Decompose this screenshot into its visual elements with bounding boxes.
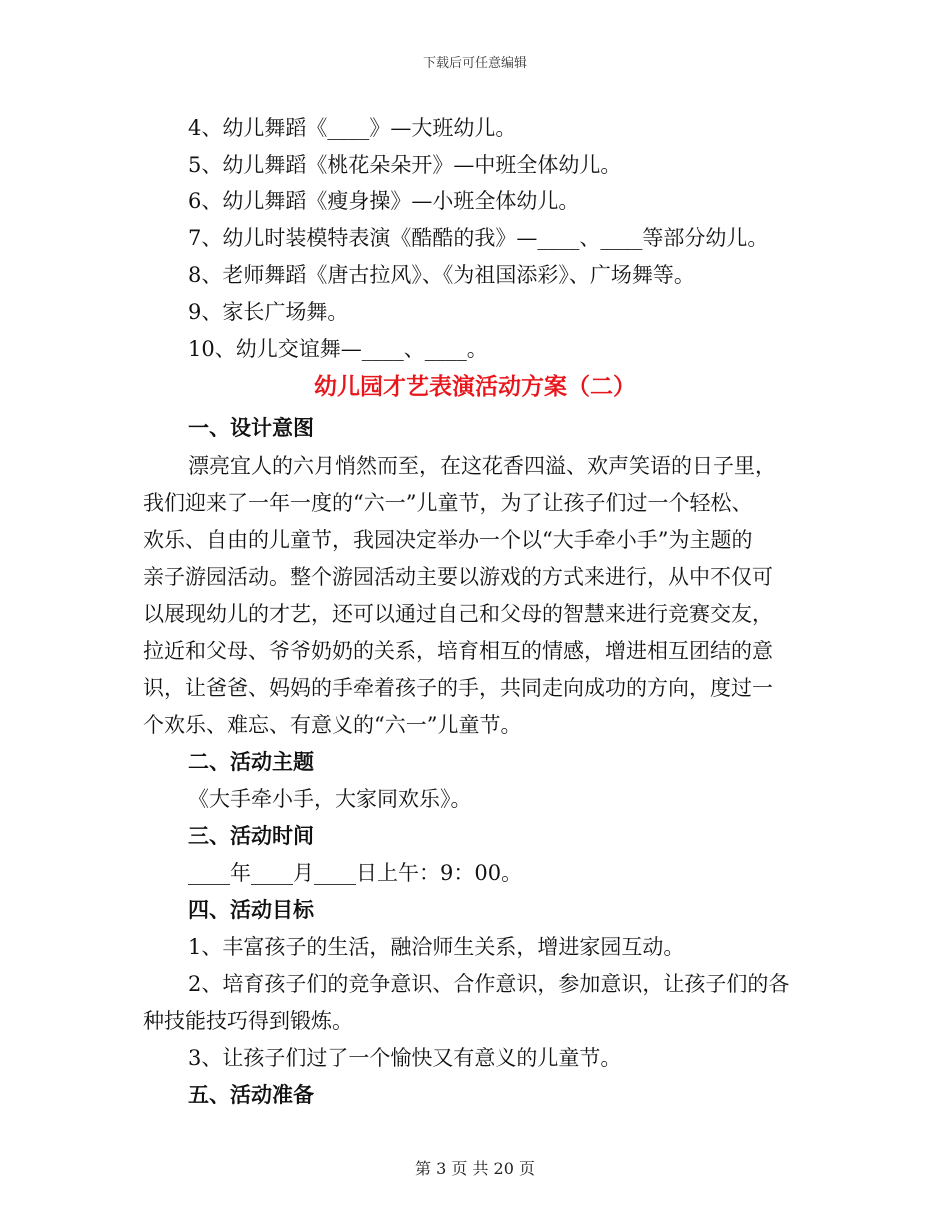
program-item-9: 9、家长广场舞。 [188,300,349,324]
paragraph-line: 欢乐、自由的儿童节，我园决定举办一个以“大手牵小手”为主题的 [143,528,753,552]
paragraph-line: 我们迎来了一年一度的“六一”儿童节，为了让孩子们过一个轻松、 [143,491,753,515]
program-item-8: 8、老师舞蹈《唐古拉风》、《为祖国添彩》、广场舞等。 [188,263,695,287]
paragraph-line: 以展现幼儿的才艺，还可以通过自己和父母的智慧来进行竞赛交友， [143,602,773,626]
program-item-7: 7、幼儿时装模特表演《酷酷的我》—____、____等部分幼儿。 [188,226,769,250]
page-header: 下载后可任意编辑 [422,56,527,71]
goal-item-2: 2、培育孩子们的竞争意识、合作意识，参加意识，让孩子们的各 [188,972,790,996]
program-item-10: 10、幼儿交谊舞—____、____。 [188,337,488,361]
paragraph-line: 拉近和父母、爷爷奶奶的关系，培育相互的情感，增进相互团结的意 [143,639,773,663]
section-heading-preparation: 五、活动准备 [188,1083,314,1107]
paragraph-line: 识，让爸爸、妈妈的手牵着孩子的手，共同走向成功的方向，度过一 [143,676,773,700]
goal-item-2-continuation: 种技能技巧得到锻炼。 [143,1009,353,1033]
theme-text: 《大手牵小手，大家同欢乐》。 [188,787,472,811]
section-heading-design-intent: 一、设计意图 [188,416,314,440]
goal-item-3: 3、让孩子们过了一个愉快又有意义的儿童节。 [188,1046,622,1070]
paragraph-line: 个欢乐、难忘、有意义的“六一”儿童节。 [143,713,522,737]
time-text: ____年____月____日上午：9：00。 [188,861,523,885]
paragraph-line: 漂亮宜人的六月悄然而至，在这花香四溢、欢声笑语的日子里， [188,454,776,478]
section-heading-theme: 二、活动主题 [188,750,314,774]
section-heading-goals: 四、活动目标 [188,898,314,922]
program-item-5: 5、幼儿舞蹈《桃花朵朵开》—中班全体幼儿。 [188,153,622,177]
section-heading-time: 三、活动时间 [188,824,314,848]
program-item-6: 6、幼儿舞蹈《瘦身操》—小班全体幼儿。 [188,189,580,213]
program-item-4: 4、幼儿舞蹈《____》—大班幼儿。 [188,116,517,140]
page-footer: 第 3 页 共 20 页 [415,1159,535,1178]
document-title: 幼儿园才艺表演活动方案（二） [314,374,636,400]
goal-item-1: 1、丰富孩子的生活，融洽师生关系，增进家园互动。 [188,935,685,959]
paragraph-line: 亲子游园活动。整个游园活动主要以游戏的方式来进行，从中不仅可 [143,565,773,589]
